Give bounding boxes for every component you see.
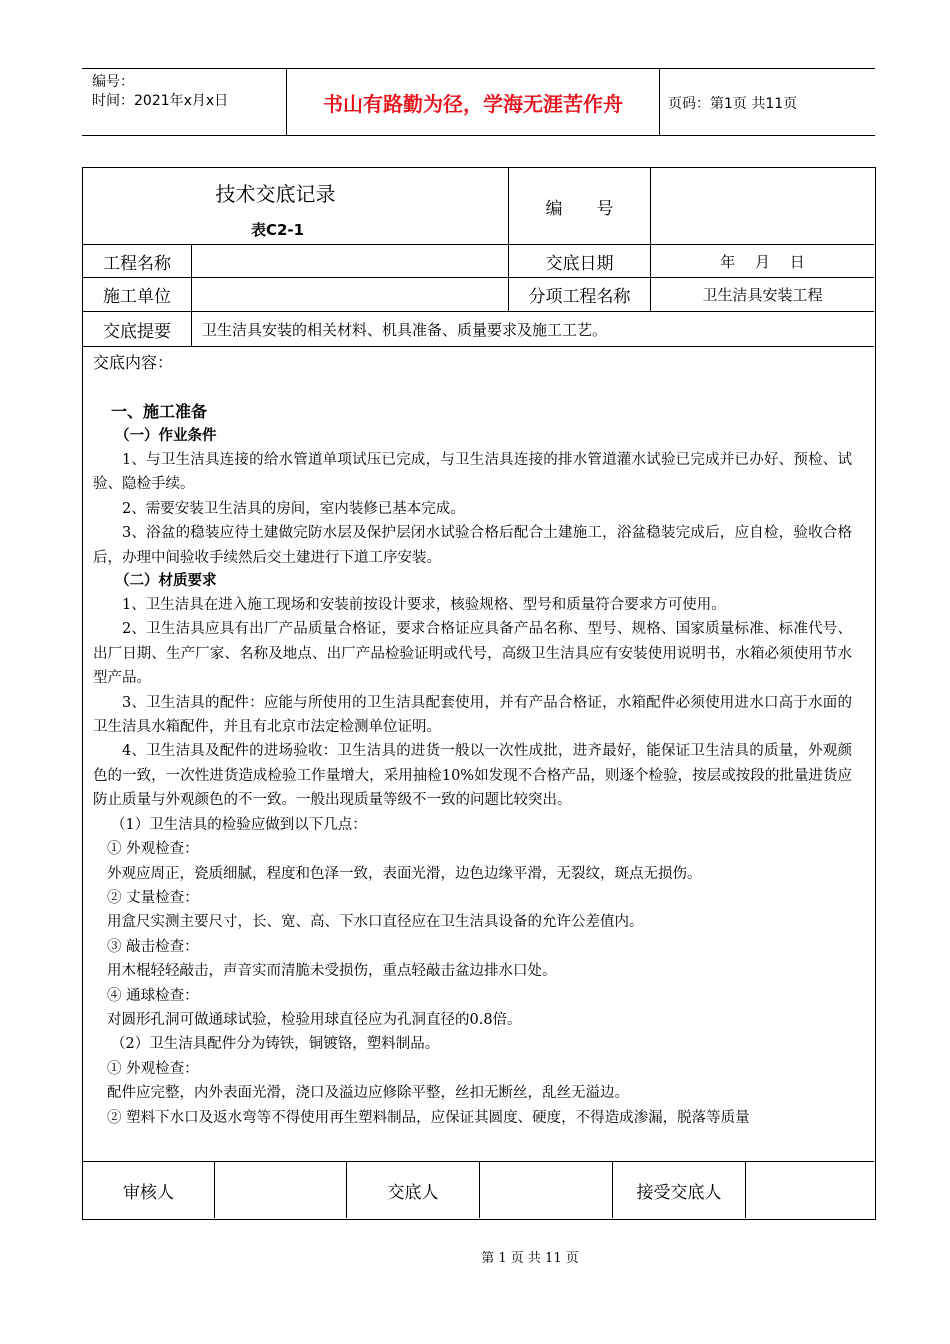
paragraph: 对圆形孔洞可做通球试验，检验用球直径应为孔洞直径的0.8倍。 xyxy=(107,1011,522,1028)
paragraph: （2）卫生洁具配件分为铸铁，铜镀铬，塑料制品。 xyxy=(111,1036,440,1053)
header-motto: 书山有路勤为径，学海无涯苦作舟 xyxy=(286,69,660,136)
header-number-label: 编号： xyxy=(92,74,134,90)
number-label: 编 号 xyxy=(509,168,651,245)
construction-unit-value[interactable] xyxy=(192,278,509,312)
paragraph: 用盒尺实测主要尺寸，长、宽、高、下水口直径应在卫生洁具设备的允许公差值内。 xyxy=(107,914,644,931)
handover-date-value[interactable]: 年 月 日 xyxy=(651,245,874,278)
paragraph: 配件应完整，内外表面光滑，浇口及溢边应修除平整，丝扣无断丝，乱丝无溢边。 xyxy=(107,1085,629,1102)
paragraph: 外观应周正，瓷质细腻，程度和色泽一致，表面光滑，边色边缘平滑，无裂纹，斑点无损伤。 xyxy=(107,865,702,882)
header-page-info: 页码：第1页 共11页 xyxy=(668,95,798,112)
summary-label: 交底提要 xyxy=(83,312,192,347)
page-header xyxy=(82,68,875,136)
paragraph: ② 丈量检查： xyxy=(107,889,199,906)
form-subtitle: 表C2-1 xyxy=(250,221,305,239)
project-name-value[interactable] xyxy=(192,245,509,278)
handover-content xyxy=(83,347,874,1162)
reviewer-label: 审核人 xyxy=(83,1162,215,1218)
form-title: 技术交底记录 xyxy=(215,182,336,206)
paragraph: 3、卫生洁具的配件：应能与所使用的卫生洁具配套使用，并有产品合格证，水箱配件必须使用进水口高于水面的卫生洁具水箱配件，并且有北京市法定检测单位证明。 xyxy=(93,694,852,736)
handover-date-label: 交底日期 xyxy=(509,245,651,278)
paragraph: 4、卫生洁具及配件的进场验收：卫生洁具的进货一般以一次性成批，进齐最好，能保证卫生洁具的质量，外观颜色的一致，一次性进货造成检验工作量增大，采用抽检10%如发现不合格产品，则逐个检验，按层或按段的批量进货应防止质量与外观颜色的不一致。一般出现质量等级不一致的问题比较突出。 xyxy=(93,743,852,809)
reviewer-value[interactable] xyxy=(215,1162,347,1218)
summary-value[interactable]: 卫生洁具安装的相关材料、机具准备、质量要求及施工工艺。 xyxy=(192,312,874,347)
handover-record-form xyxy=(82,167,876,1220)
paragraph: 1、与卫生洁具连接的给水管道单项试压已完成，与卫生洁具连接的排水管道灌水试验已完成并已办好、预检、试验、隐检手续。 xyxy=(93,452,852,493)
sub-project-value[interactable]: 卫生洁具安装工程 xyxy=(651,278,874,312)
construction-unit-label: 施工单位 xyxy=(83,278,192,312)
paragraph: 2、需要安装卫生洁具的房间，室内装修已基本完成。 xyxy=(122,500,465,517)
paragraph: 1、卫生洁具在进入施工现场和安装前按设计要求，核验规格、型号和质量符合要求方可使用。 xyxy=(122,597,726,614)
paragraph: ④ 通球检查： xyxy=(107,987,199,1004)
subsection-heading: （一）作业条件 xyxy=(115,428,217,444)
form-title-cell xyxy=(83,168,509,245)
paragraph: （1）卫生洁具的检验应做到以下几点： xyxy=(111,816,367,833)
section-heading: 一、施工准备 xyxy=(111,402,208,421)
paragraph: 2、卫生洁具应具有出厂产品质量合格证，要求合格证应具备产品名称、型号、规格、国家质量标准、标准代号、出厂日期、生产厂家、名称及地点、出厂产品检验证明或代号，高级卫生洁具应有安装使用说明书，水箱必须使用节水型产品。 xyxy=(93,621,852,687)
paragraph: 3、浴盆的稳装应待土建做完防水层及保护层闭水试验合格后配合土建施工，浴盆稳装完成后，应自检，验收合格后，办理中间验收手续然后交土建进行下道工序安装。 xyxy=(93,525,852,566)
receiver-value[interactable] xyxy=(746,1162,874,1218)
content-label: 交底内容： xyxy=(93,353,174,372)
paragraph: ② 塑料下水口及返水弯等不得使用再生塑料制品，应保证其圆度、硬度，不得造成渗漏，脱落等质量 xyxy=(107,1109,750,1126)
sub-project-label: 分项工程名称 xyxy=(509,278,651,312)
receiver-label: 接受交底人 xyxy=(613,1162,746,1218)
number-value[interactable] xyxy=(651,168,874,245)
page-footer: 第 1 页 共 11 页 xyxy=(481,1251,579,1266)
discloser-value[interactable] xyxy=(480,1162,613,1218)
paragraph: ① 外观检查： xyxy=(107,841,199,858)
header-meta xyxy=(92,73,228,111)
paragraph: ① 外观检查： xyxy=(107,1060,199,1077)
discloser-label: 交底人 xyxy=(347,1162,480,1218)
header-time: 时间：2021年x月x日 xyxy=(92,93,229,109)
project-name-label: 工程名称 xyxy=(83,245,192,278)
paragraph: 用木棍轻轻敲击，声音实而清脆未受损伤，重点轻敲击盆边排水口处。 xyxy=(107,963,557,980)
subsection-heading: （二）材质要求 xyxy=(115,573,217,590)
paragraph: ③ 敲击检查： xyxy=(107,938,199,955)
